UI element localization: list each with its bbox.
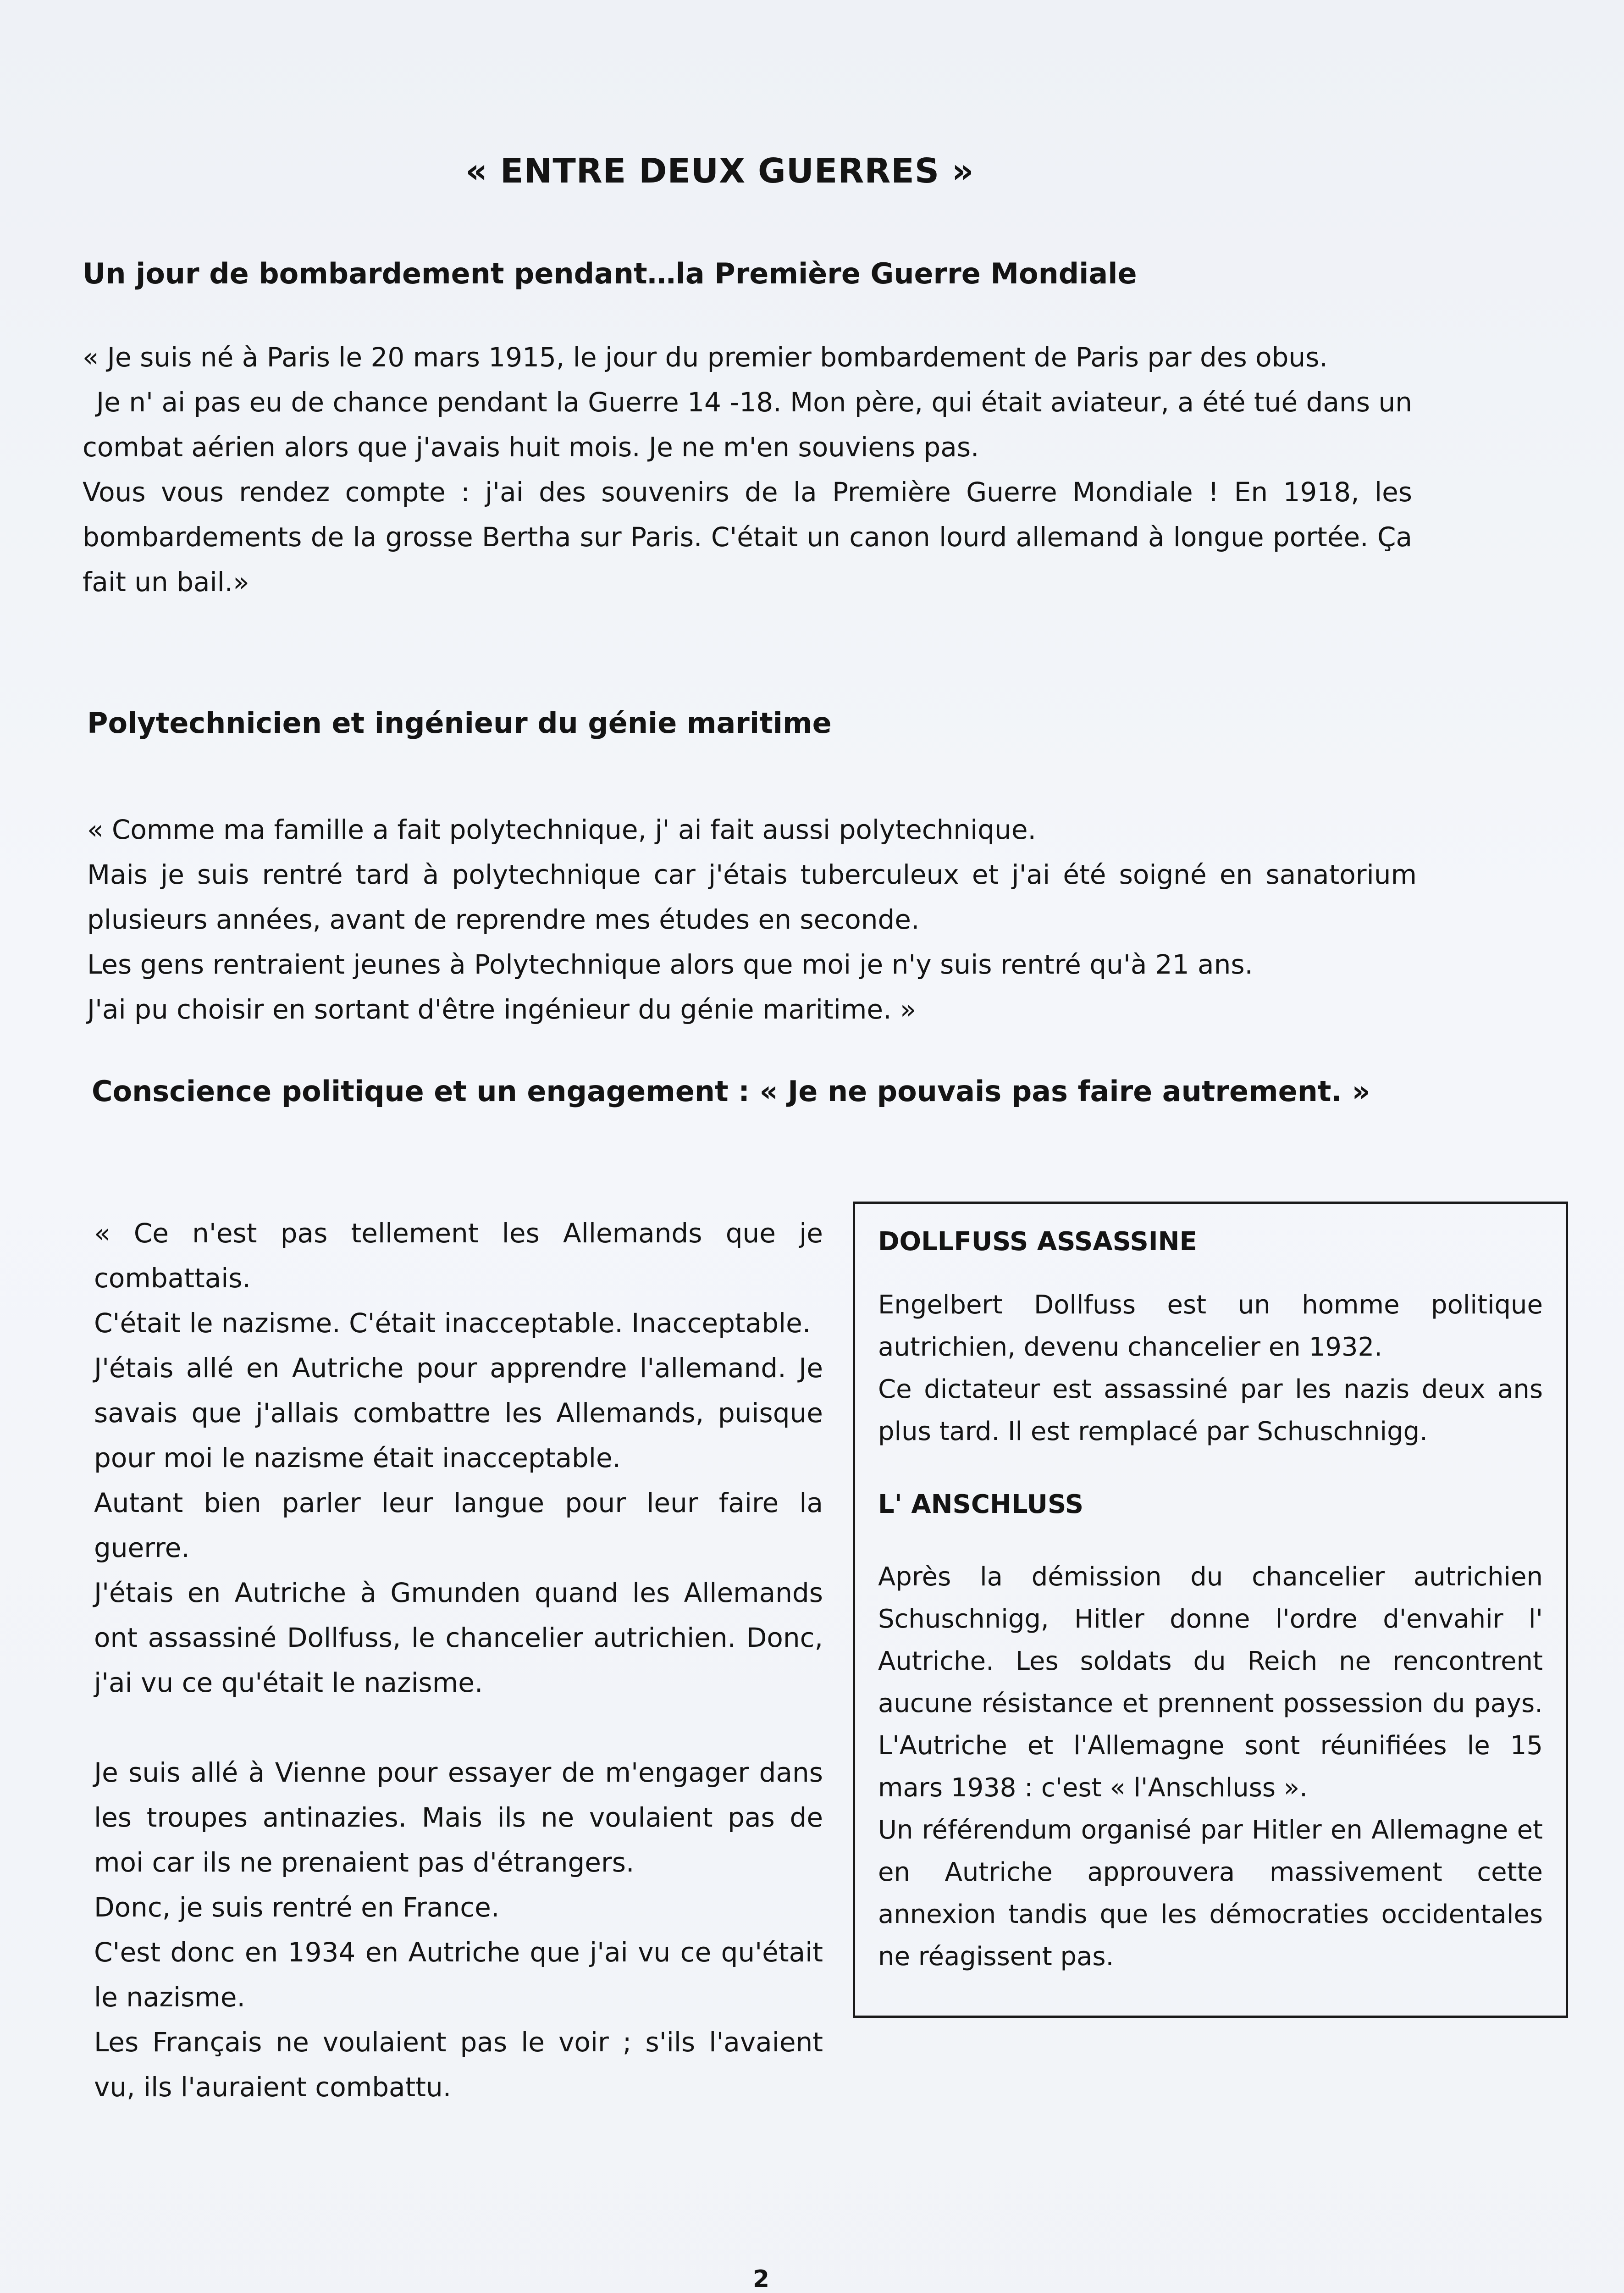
sidebar-heading-dollfuss: DOLLFUSS ASSASSINE bbox=[878, 1227, 1197, 1257]
paragraph: J'étais allé en Autriche pour apprendre l'allemand. Je savais que j'allais combattre les Allemands, puisque pour moi le nazisme était inacceptable. bbox=[94, 1352, 823, 1473]
page-number: 2 bbox=[752, 2265, 770, 2293]
paragraph: Autant bien parler leur langue pour leur faire la guerre. bbox=[94, 1487, 823, 1563]
paragraph: Mais je suis rentré tard à polytechnique car j'étais tuberculeux et j'ai été soigné en sanatorium plusieurs années, avant de reprendre mes études en seconde. bbox=[87, 859, 1417, 935]
paragraph: Après la démission du chancelier autrichien Schuschnigg, Hitler donne l'ordre d'envahir l' Autriche. Les soldats du Reich ne rencontrent aucune résistance et prennent possession du pays. L'Autriche et l'Allemagne sont réunifiées le 15 mars 1938 : c'est « l'Anschluss ». bbox=[878, 1562, 1543, 1803]
paragraph: Les gens rentraient jeunes à Polytechnique alors que moi je n'y suis rentré qu'à 21 ans. bbox=[87, 949, 1253, 980]
paragraph: Un référendum organisé par Hitler en Allemagne et en Autriche approuvera massivement cette annexion tandis que les démocraties occidentales ne réagissent pas. bbox=[878, 1815, 1543, 1972]
section-body-polytechnicien bbox=[87, 807, 1417, 1032]
paragraph: J'étais en Autriche à Gmunden quand les Allemands ont assassiné Dollfuss, le chancelier autrichien. Donc, j'ai vu ce qu'était le nazisme. bbox=[94, 1577, 823, 1698]
paragraph: C'était le nazisme. C'était inacceptable. Inacceptable. bbox=[94, 1307, 811, 1339]
section-heading-conscience: Conscience politique et un engagement : « Je ne pouvais pas faire autrement. » bbox=[92, 1074, 1370, 1108]
paragraph: C'est donc en 1934 en Autriche que j'ai vu ce qu'était le nazisme. bbox=[94, 1937, 823, 2013]
section-body-bombardement bbox=[83, 335, 1412, 604]
sidebar-text-anschluss bbox=[878, 1556, 1543, 1978]
sidebar-info-box bbox=[853, 1202, 1568, 2018]
paragraph: Engelbert Dollfuss est un homme politique autrichien, devenu chancelier en 1932. bbox=[878, 1290, 1543, 1362]
paragraph: « Comme ma famille a fait polytechnique, j' ai fait aussi polytechnique. bbox=[87, 814, 1036, 845]
paragraph: Je suis allé à Vienne pour essayer de m'engager dans les troupes antinazies. Mais ils ne voulaient pas de moi car ils ne prenaient pas d'étrangers. bbox=[94, 1757, 823, 1878]
paragraph-spacer bbox=[94, 1705, 823, 1750]
paragraph: « Je suis né à Paris le 20 mars 1915, le jour du premier bombardement de Paris par des obus. bbox=[83, 342, 1328, 373]
paragraph: « Ce n'est pas tellement les Allemands que je combattais. bbox=[94, 1218, 823, 1294]
section-heading-polytechnicien: Polytechnicien et ingénieur du génie maritime bbox=[87, 706, 832, 740]
sidebar-text-dollfuss bbox=[878, 1284, 1543, 1453]
paragraph: J'ai pu choisir en sortant d'être ingénieur du génie maritime. » bbox=[87, 994, 917, 1025]
paragraph: Ce dictateur est assassiné par les nazis deux ans plus tard. Il est remplacé par Schuschnigg. bbox=[878, 1374, 1543, 1446]
paragraph: Les Français ne voulaient pas le voir ; s'ils l'avaient vu, ils l'auraient combattu. bbox=[94, 2027, 823, 2103]
section-heading-bombardement: Un jour de bombardement pendant…la Première Guerre Mondiale bbox=[83, 257, 1137, 290]
section-body-conscience bbox=[94, 1211, 823, 2110]
sidebar-heading-anschluss: L' ANSCHLUSS bbox=[878, 1490, 1084, 1519]
document-title: « ENTRE DEUX GUERRES » bbox=[465, 151, 974, 191]
paragraph: Donc, je suis rentré en France. bbox=[94, 1892, 500, 1923]
paragraph: Je n' ai pas eu de chance pendant la Guerre 14 -18. Mon père, qui était aviateur, a été tué dans un combat aérien alors que j'avais huit mois. Je ne m'en souviens pas. bbox=[83, 387, 1412, 463]
paragraph: Vous vous rendez compte : j'ai des souvenirs de la Première Guerre Mondiale ! En 1918, les bombardements de la grosse Bertha sur Paris. C'était un canon lourd allemand à longue portée. Ça fait un bail.» bbox=[83, 476, 1412, 598]
